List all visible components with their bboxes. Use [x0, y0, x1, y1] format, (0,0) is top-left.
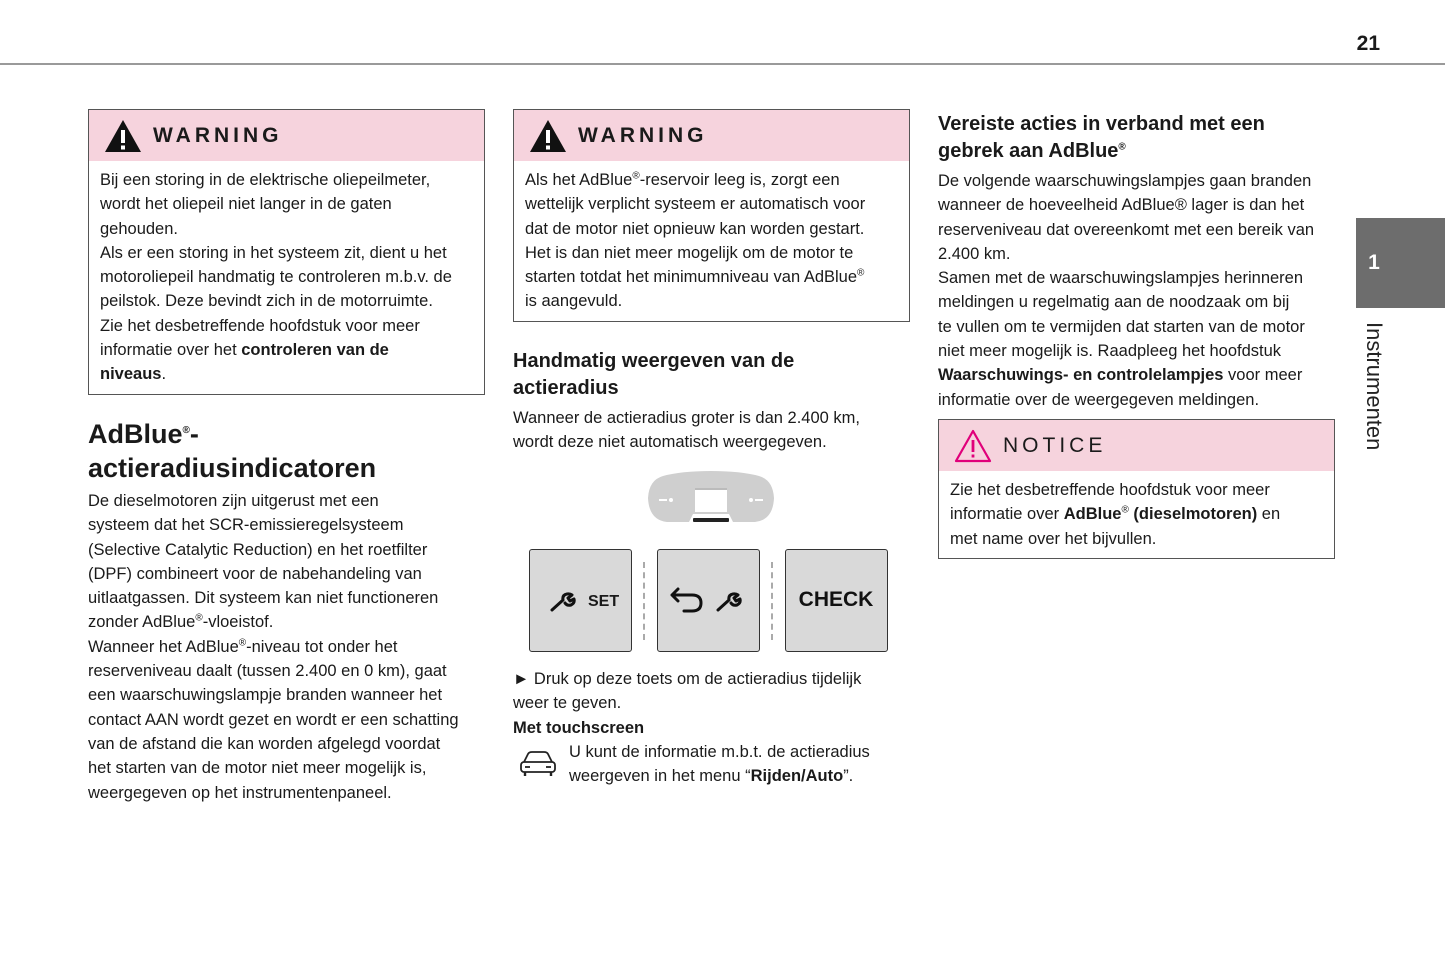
text-line: Als het AdBlue®-reservoir leeg is, zorgt een — [525, 170, 840, 189]
notice-title: NOTICE — [1003, 434, 1107, 457]
set-button[interactable] — [529, 549, 632, 652]
manual-display-heading: Handmatig weergeven van de actieradius — [513, 350, 795, 399]
text-line: motoroliepeil handmatig te controleren m.b.v. de — [100, 268, 452, 287]
text-line: Bij een storing in de elektrische oliepeilmeter, — [100, 171, 431, 189]
text-line: Waarschuwings- en controlelampjes voor meer — [938, 366, 1303, 385]
text-line: systeem dat het SCR-emissieregelsysteem — [88, 516, 404, 535]
text-line: reserveniveau dat overeenkomt met een bereik van — [938, 220, 1315, 239]
warning-triangle-icon — [103, 118, 143, 154]
text-line: van de afstand die kan worden afgelegd voordat — [88, 734, 441, 753]
text-line: wettelijk verplicht systeem er automatisch voor — [525, 195, 866, 214]
warning-title: WARNING — [578, 124, 708, 147]
text-line: wordt deze niet automatisch weergegeven. — [513, 433, 827, 452]
text-line: Als er een storing in het systeem zit, dient u het — [100, 243, 447, 262]
notice-header — [939, 420, 1334, 471]
text-line: reserveniveau daalt (tussen 2.400 en 0 km), gaat — [88, 662, 447, 681]
text-line: niveaus. — [100, 365, 167, 384]
oil-warning-box — [88, 109, 485, 395]
adblue-description — [88, 489, 488, 805]
required-actions-heading: Vereiste acties in verband met een gebrek aan AdBlue® — [938, 113, 1265, 162]
manual-display-text — [513, 406, 908, 455]
button-separator — [771, 562, 773, 640]
text-line: (Selective Catalytic Reduction) en het roetfilter — [88, 540, 428, 559]
text-line: Zie het desbetreffende hoofdstuk voor meer — [950, 481, 1270, 499]
back-wrench-button[interactable] — [657, 549, 760, 652]
touchscreen-text — [569, 740, 909, 789]
text-line: niet meer mogelijk is. Raadpleeg het hoofdstuk — [938, 342, 1282, 361]
text-line: meldingen u regelmatig aan de noodzaak om bij — [938, 293, 1290, 312]
warning-text — [89, 161, 484, 387]
text-line: Wanneer de actieradius groter is dan 2.400 km, — [513, 409, 860, 427]
text-line: Het is dan niet meer mogelijk om de motor te — [525, 243, 854, 262]
chapter-tab — [1356, 218, 1445, 308]
text-line: De volgende waarschuwingslampjes gaan branden — [938, 172, 1312, 190]
chapter-title: Instrumenten — [1362, 322, 1387, 451]
warning-header — [89, 110, 484, 161]
text-line: informatie over de weergegeven meldingen. — [938, 390, 1260, 409]
instrument-cluster-icon — [645, 468, 777, 526]
touchscreen-title: Met touchscreen — [513, 718, 645, 737]
adblue-warning-box — [513, 109, 910, 322]
text-line: informatie over het controleren van de — [100, 341, 389, 360]
text-line: zonder AdBlue®-vloeistof. — [88, 612, 274, 632]
text-line: contact AAN wordt gezet en wordt er een schatting — [88, 710, 459, 729]
notice-box — [938, 419, 1335, 559]
warning-text — [514, 161, 909, 314]
text-line: 2.400 km. — [938, 244, 1011, 263]
text-line: (DPF) combineert voor de nabehandeling van — [88, 564, 422, 583]
text-line: Wanneer het AdBlue®-niveau tot onder het — [88, 637, 398, 656]
notice-triangle-icon — [953, 428, 993, 464]
required-actions-text — [938, 169, 1343, 412]
wrench-icon — [716, 592, 744, 614]
text-line: uitlaatgassen. Dit systeem kan niet functioneren — [88, 589, 439, 608]
text-line: gehouden. — [100, 219, 178, 238]
notice-text — [939, 471, 1334, 551]
text-line: met name over het bijvullen. — [950, 529, 1157, 548]
warning-title: WARNING — [153, 124, 283, 147]
text-line: weer te geven. — [513, 694, 622, 713]
car-icon — [519, 750, 557, 778]
text-line: weergeven in het menu “Rijden/Auto”. — [569, 767, 854, 786]
text-line: informatie over AdBlue® (dieselmotoren) en — [950, 504, 1281, 524]
warning-triangle-icon — [528, 118, 568, 154]
back-arrow-icon — [670, 586, 704, 614]
text-line: is aangevuld. — [525, 292, 623, 311]
text-line: Samen met de waarschuwingslampjes herinneren — [938, 269, 1304, 288]
check-label: CHECK — [798, 588, 874, 611]
text-line: wordt het oliepeil niet langer in de gaten — [100, 195, 392, 214]
manual-display-step — [513, 667, 908, 740]
text-line: starten totdat het minimumniveau van AdBlue® — [525, 267, 865, 287]
set-label: SET — [588, 593, 620, 610]
button-separator — [643, 562, 645, 640]
text-line: weergegeven op het instrumentenpaneel. — [88, 783, 392, 802]
text-line: wanneer de hoeveelheid AdBlue® lager is dan het — [938, 196, 1305, 215]
page-number: 21 — [1356, 32, 1380, 55]
chapter-number: 1 — [1368, 251, 1380, 274]
text-line: U kunt de informatie m.b.t. de actieradius — [569, 743, 870, 761]
text-line: ► Druk op deze toets om de actieradius tijdelijk — [513, 670, 862, 688]
text-line: een waarschuwingslampje branden wanneer het — [88, 686, 443, 705]
text-line: De dieselmotoren zijn uitgerust met een — [88, 492, 379, 510]
text-line: te vullen om te vermijden dat starten van de motor — [938, 317, 1305, 336]
text-line: dat de motor niet opnieuw kan worden gestart. — [525, 219, 865, 238]
text-line: het starten van de motor niet meer mogelijk is, — [88, 759, 427, 778]
check-button[interactable] — [785, 549, 888, 652]
wrench-icon — [550, 592, 578, 614]
adblue-heading: AdBlue®- actieradiusindicatoren — [88, 419, 377, 483]
warning-header — [514, 110, 909, 161]
text-line: Zie het desbetreffende hoofdstuk voor meer — [100, 316, 420, 335]
text-line: peilstok. Deze bevindt zich in de motorruimte. — [100, 292, 433, 311]
header-divider — [0, 63, 1445, 65]
